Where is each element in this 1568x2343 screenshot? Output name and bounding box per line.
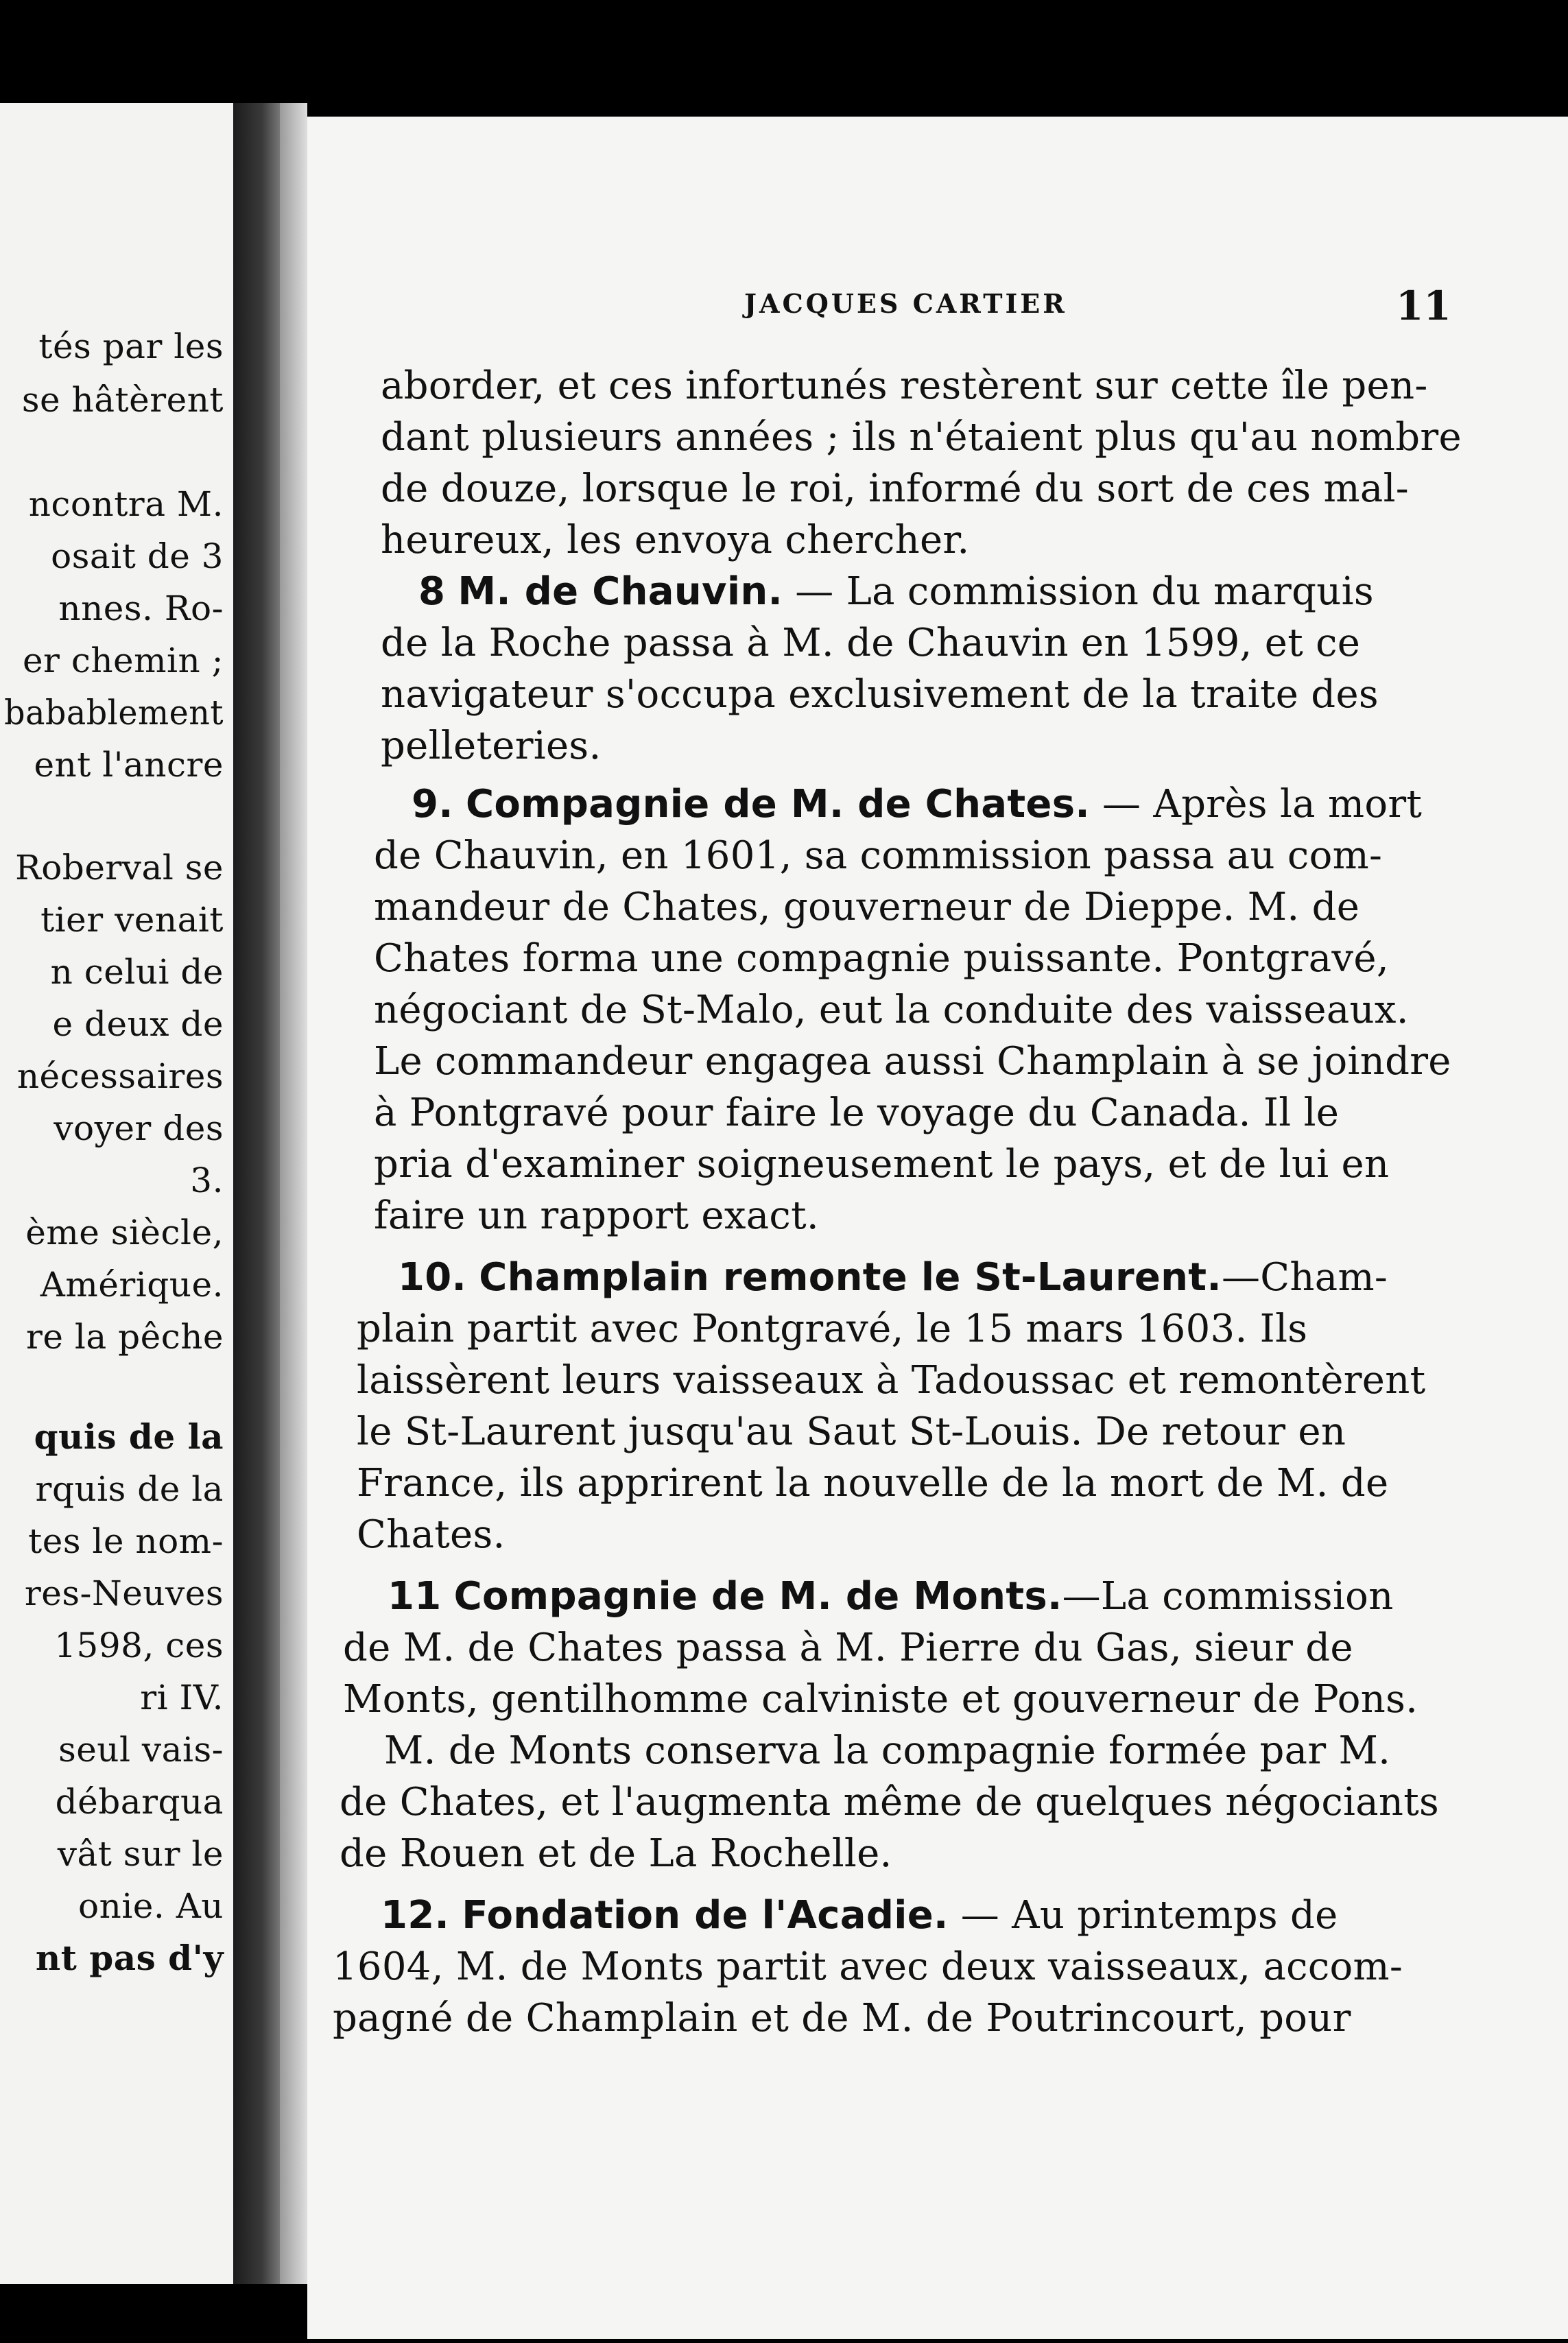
left-page-line: tés par les <box>38 326 224 366</box>
left-page-line: onie. Au <box>78 1886 224 1926</box>
body-line: plain partit avec Pontgravé, le 15 mars 1603. Ils <box>357 1307 1308 1351</box>
body-line: le St-Laurent jusqu'au Saut St-Louis. De retour en <box>357 1410 1346 1454</box>
left-page-line: osait de 3 <box>51 536 224 576</box>
left-page-line: tier venait <box>40 900 224 940</box>
left-page-line: e deux de <box>52 1004 224 1044</box>
body-line: de la Roche passa à M. de Chauvin en 1599, et ce <box>381 621 1361 665</box>
section-number: 12. <box>381 1893 450 1938</box>
left-page-line: re la pêche <box>26 1317 224 1357</box>
left-page-line: tes le nom- <box>28 1521 224 1561</box>
left-page-line: ri IV. <box>140 1678 224 1717</box>
section-12-lead <box>381 1893 1338 1938</box>
section-10-lead <box>398 1255 1388 1300</box>
section-number: 8 <box>418 569 446 614</box>
body-line: navigateur s'occupa exclusivement de la traite des <box>381 672 1379 717</box>
left-page-line: nt pas d'y <box>35 1938 224 1978</box>
section-9-lead <box>412 782 1423 826</box>
left-page-line: se hâtèrent <box>21 380 224 420</box>
left-page-line: ent l'ancre <box>34 745 224 785</box>
left-page-line: 3. <box>190 1161 224 1200</box>
left-page-line: er chemin ; <box>22 641 224 680</box>
section-8-lead <box>418 569 1374 614</box>
body-line: France, ils apprirent la nouvelle de la mort de M. de <box>357 1461 1389 1506</box>
body-line: Le commandeur engagea aussi Champlain à se joindre <box>374 1039 1451 1084</box>
section-heading: Champlain remonte le St-Laurent. <box>479 1255 1222 1300</box>
section-text: — Après la mort <box>1089 782 1423 826</box>
body-line: négociant de St-Malo, eut la conduite des vaisseaux. <box>374 988 1409 1032</box>
left-page-line: rquis de la <box>35 1469 224 1509</box>
left-page-line: seul vais- <box>58 1730 224 1770</box>
body-line: pelleteries. <box>381 724 602 768</box>
running-head: JACQUES CARTIER <box>744 288 1067 319</box>
body-line: pria d'examiner soigneusement le pays, et de lui en <box>374 1142 1390 1187</box>
left-page-line: n celui de <box>50 952 224 992</box>
left-page-line: ncontra M. <box>28 484 224 524</box>
body-line: de Chates, et l'augmenta même de quelques négociants <box>340 1780 1440 1824</box>
left-page <box>0 103 233 2284</box>
left-page-line: vât sur le <box>57 1834 224 1874</box>
body-line: 1604, M. de Monts partit avec deux vaisseaux, accom- <box>333 1944 1403 1989</box>
left-page-line: Amérique. <box>40 1265 224 1305</box>
section-number: 10. <box>398 1255 467 1300</box>
section-text: — La commission du marquis <box>783 569 1374 614</box>
body-line: M. de Monts conserva la compagnie formée par M. <box>384 1728 1391 1773</box>
left-page-line: débarqua <box>55 1782 224 1822</box>
left-page-line: res-Neuves <box>24 1573 224 1613</box>
left-page-line: Roberval se <box>15 848 224 888</box>
book-spine <box>233 103 281 2284</box>
section-number: 11 <box>388 1574 442 1619</box>
section-number: 9. <box>412 782 453 826</box>
left-page-line: quis de la <box>34 1416 224 1457</box>
left-page-line: 1598, ces <box>54 1626 224 1665</box>
section-text: —La commission <box>1062 1574 1394 1619</box>
section-11-lead <box>388 1574 1394 1619</box>
left-page-line: nnes. Ro- <box>58 588 224 628</box>
left-page-line: nécessaires <box>16 1056 224 1096</box>
body-line: aborder, et ces infortunés restèrent sur cette île pen- <box>381 364 1428 408</box>
body-line: de douze, lorsque le roi, informé du sort de ces mal- <box>381 466 1410 511</box>
body-line: faire un rapport exact. <box>374 1193 819 1238</box>
section-heading: M. de Chauvin. <box>458 569 783 614</box>
body-line: Chates forma une compagnie puissante. Pontgravé, <box>374 936 1389 981</box>
body-line: pagné de Champlain et de M. de Poutrincourt, pour <box>333 1996 1351 2041</box>
body-line: à Pontgravé pour faire le voyage du Canada. Il le <box>374 1091 1340 1135</box>
body-line: Monts, gentilhomme calviniste et gouverneur de Pons. <box>343 1677 1418 1722</box>
body-line: de Chauvin, en 1601, sa commission passa au com- <box>374 833 1383 878</box>
section-heading: Compagnie de M. de Monts. <box>453 1574 1062 1619</box>
page-edge <box>280 103 307 2284</box>
page-number: 11 <box>1396 283 1451 329</box>
section-text: — Au printemps de <box>948 1893 1338 1938</box>
body-line: dant plusieurs années ; ils n'étaient plus qu'au nombre <box>381 415 1462 460</box>
section-text: —Cham- <box>1221 1255 1388 1300</box>
body-line: heureux, les envoya chercher. <box>381 518 970 562</box>
left-page-line: ème siècle, <box>25 1213 224 1252</box>
body-line: de Rouen et de La Rochelle. <box>340 1831 892 1876</box>
body-line: de M. de Chates passa à M. Pierre du Gas, sieur de <box>343 1626 1353 1670</box>
body-line: mandeur de Chates, gouverneur de Dieppe. M. de <box>374 885 1360 929</box>
section-heading: Compagnie de M. de Chates. <box>465 782 1090 826</box>
section-heading: Fondation de l'Acadie. <box>462 1893 949 1938</box>
body-line: laissèrent leurs vaisseaux à Tadoussac et remontèrent <box>357 1358 1426 1403</box>
left-page-line: voyer des <box>54 1108 224 1148</box>
left-page-line: babablement <box>4 693 224 733</box>
body-line: Chates. <box>357 1512 506 1557</box>
